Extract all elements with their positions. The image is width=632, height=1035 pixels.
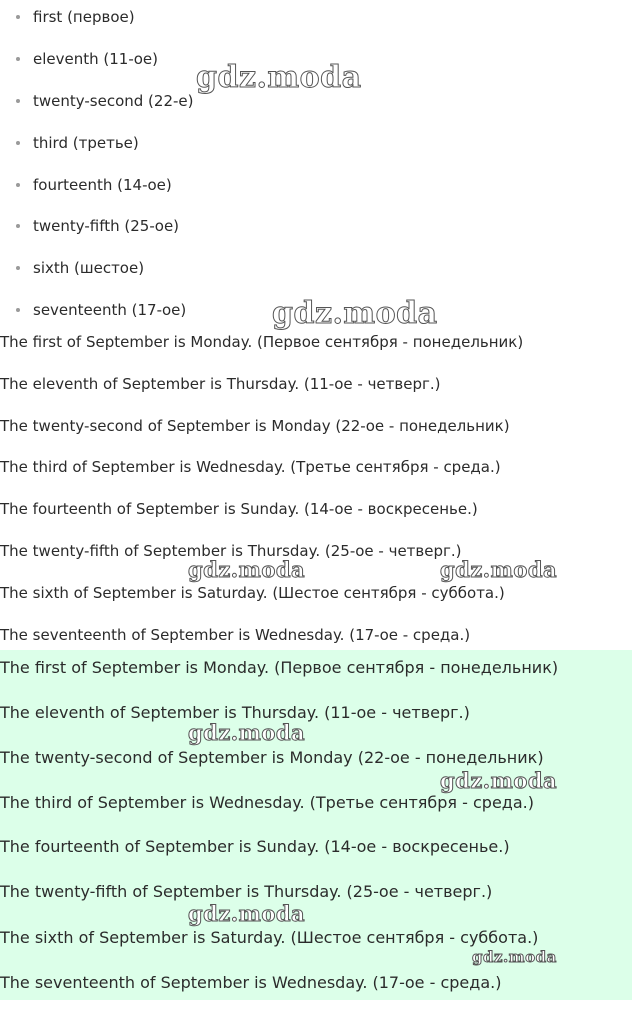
sentence: The seventeenth of September is Wednesday. (17-ое - среда.)	[0, 626, 471, 644]
watermark: gdz.moda	[188, 557, 306, 582]
sentence: The sixth of September is Saturday. (Шестое сентября - суббота.)	[0, 584, 505, 602]
ordinal-item: sixth (шестое)	[33, 259, 145, 277]
answer-sentence: The sixth of September is Saturday. (Шестое сентября - суббота.)	[0, 928, 539, 947]
watermark: gdz.moda	[472, 948, 557, 966]
watermark: gdz.moda	[196, 60, 362, 95]
ordinal-item: seventeenth (17-ое)	[33, 301, 187, 319]
watermark: gdz.moda	[440, 557, 558, 582]
ordinal-item: fourteenth (14-ое)	[33, 176, 172, 194]
sentence: The fourteenth of September is Sunday. (14-ое - воскресенье.)	[0, 500, 478, 518]
answer-sentence: The eleventh of September is Thursday. (11-ое - четверг.)	[0, 703, 470, 722]
answer-sentence: The fourteenth of September is Sunday. (14-ое - воскресенье.)	[0, 837, 510, 856]
sentence: The third of September is Wednesday. (Третье сентября - среда.)	[0, 458, 501, 476]
watermark: gdz.moda	[188, 901, 306, 926]
ordinal-item: twenty-fifth (25-ое)	[33, 217, 180, 235]
answer-box	[0, 650, 632, 1000]
watermark: gdz.moda	[440, 768, 558, 793]
sentence: The twenty-fifth of September is Thursday. (25-ое - четверг.)	[0, 542, 462, 560]
answer-sentence: The twenty-second of September is Monday (22-ое - понедельник)	[0, 748, 544, 767]
sentence: The eleventh of September is Thursday. (11-ое - четверг.)	[0, 375, 441, 393]
ordinal-item: eleventh (11-ое)	[33, 50, 159, 68]
answer-sentence: The first of September is Monday. (Первое сентября - понедельник)	[0, 658, 559, 677]
ordinal-item: third (третье)	[33, 134, 139, 152]
watermark: gdz.moda	[272, 296, 438, 331]
answer-sentence: The seventeenth of September is Wednesday. (17-ое - среда.)	[0, 973, 502, 992]
answer-sentence: The third of September is Wednesday. (Третье сентября - среда.)	[0, 793, 534, 812]
watermark: gdz.moda	[188, 720, 306, 745]
ordinal-item: twenty-second (22-е)	[33, 92, 194, 110]
ordinal-item: first (первое)	[33, 8, 135, 26]
sentence: The twenty-second of September is Monday (22-ое - понедельник)	[0, 417, 510, 435]
answer-sentence: The twenty-fifth of September is Thursday. (25-ое - четверг.)	[0, 882, 493, 901]
sentence: The first of September is Monday. (Первое сентября - понедельник)	[0, 333, 524, 351]
